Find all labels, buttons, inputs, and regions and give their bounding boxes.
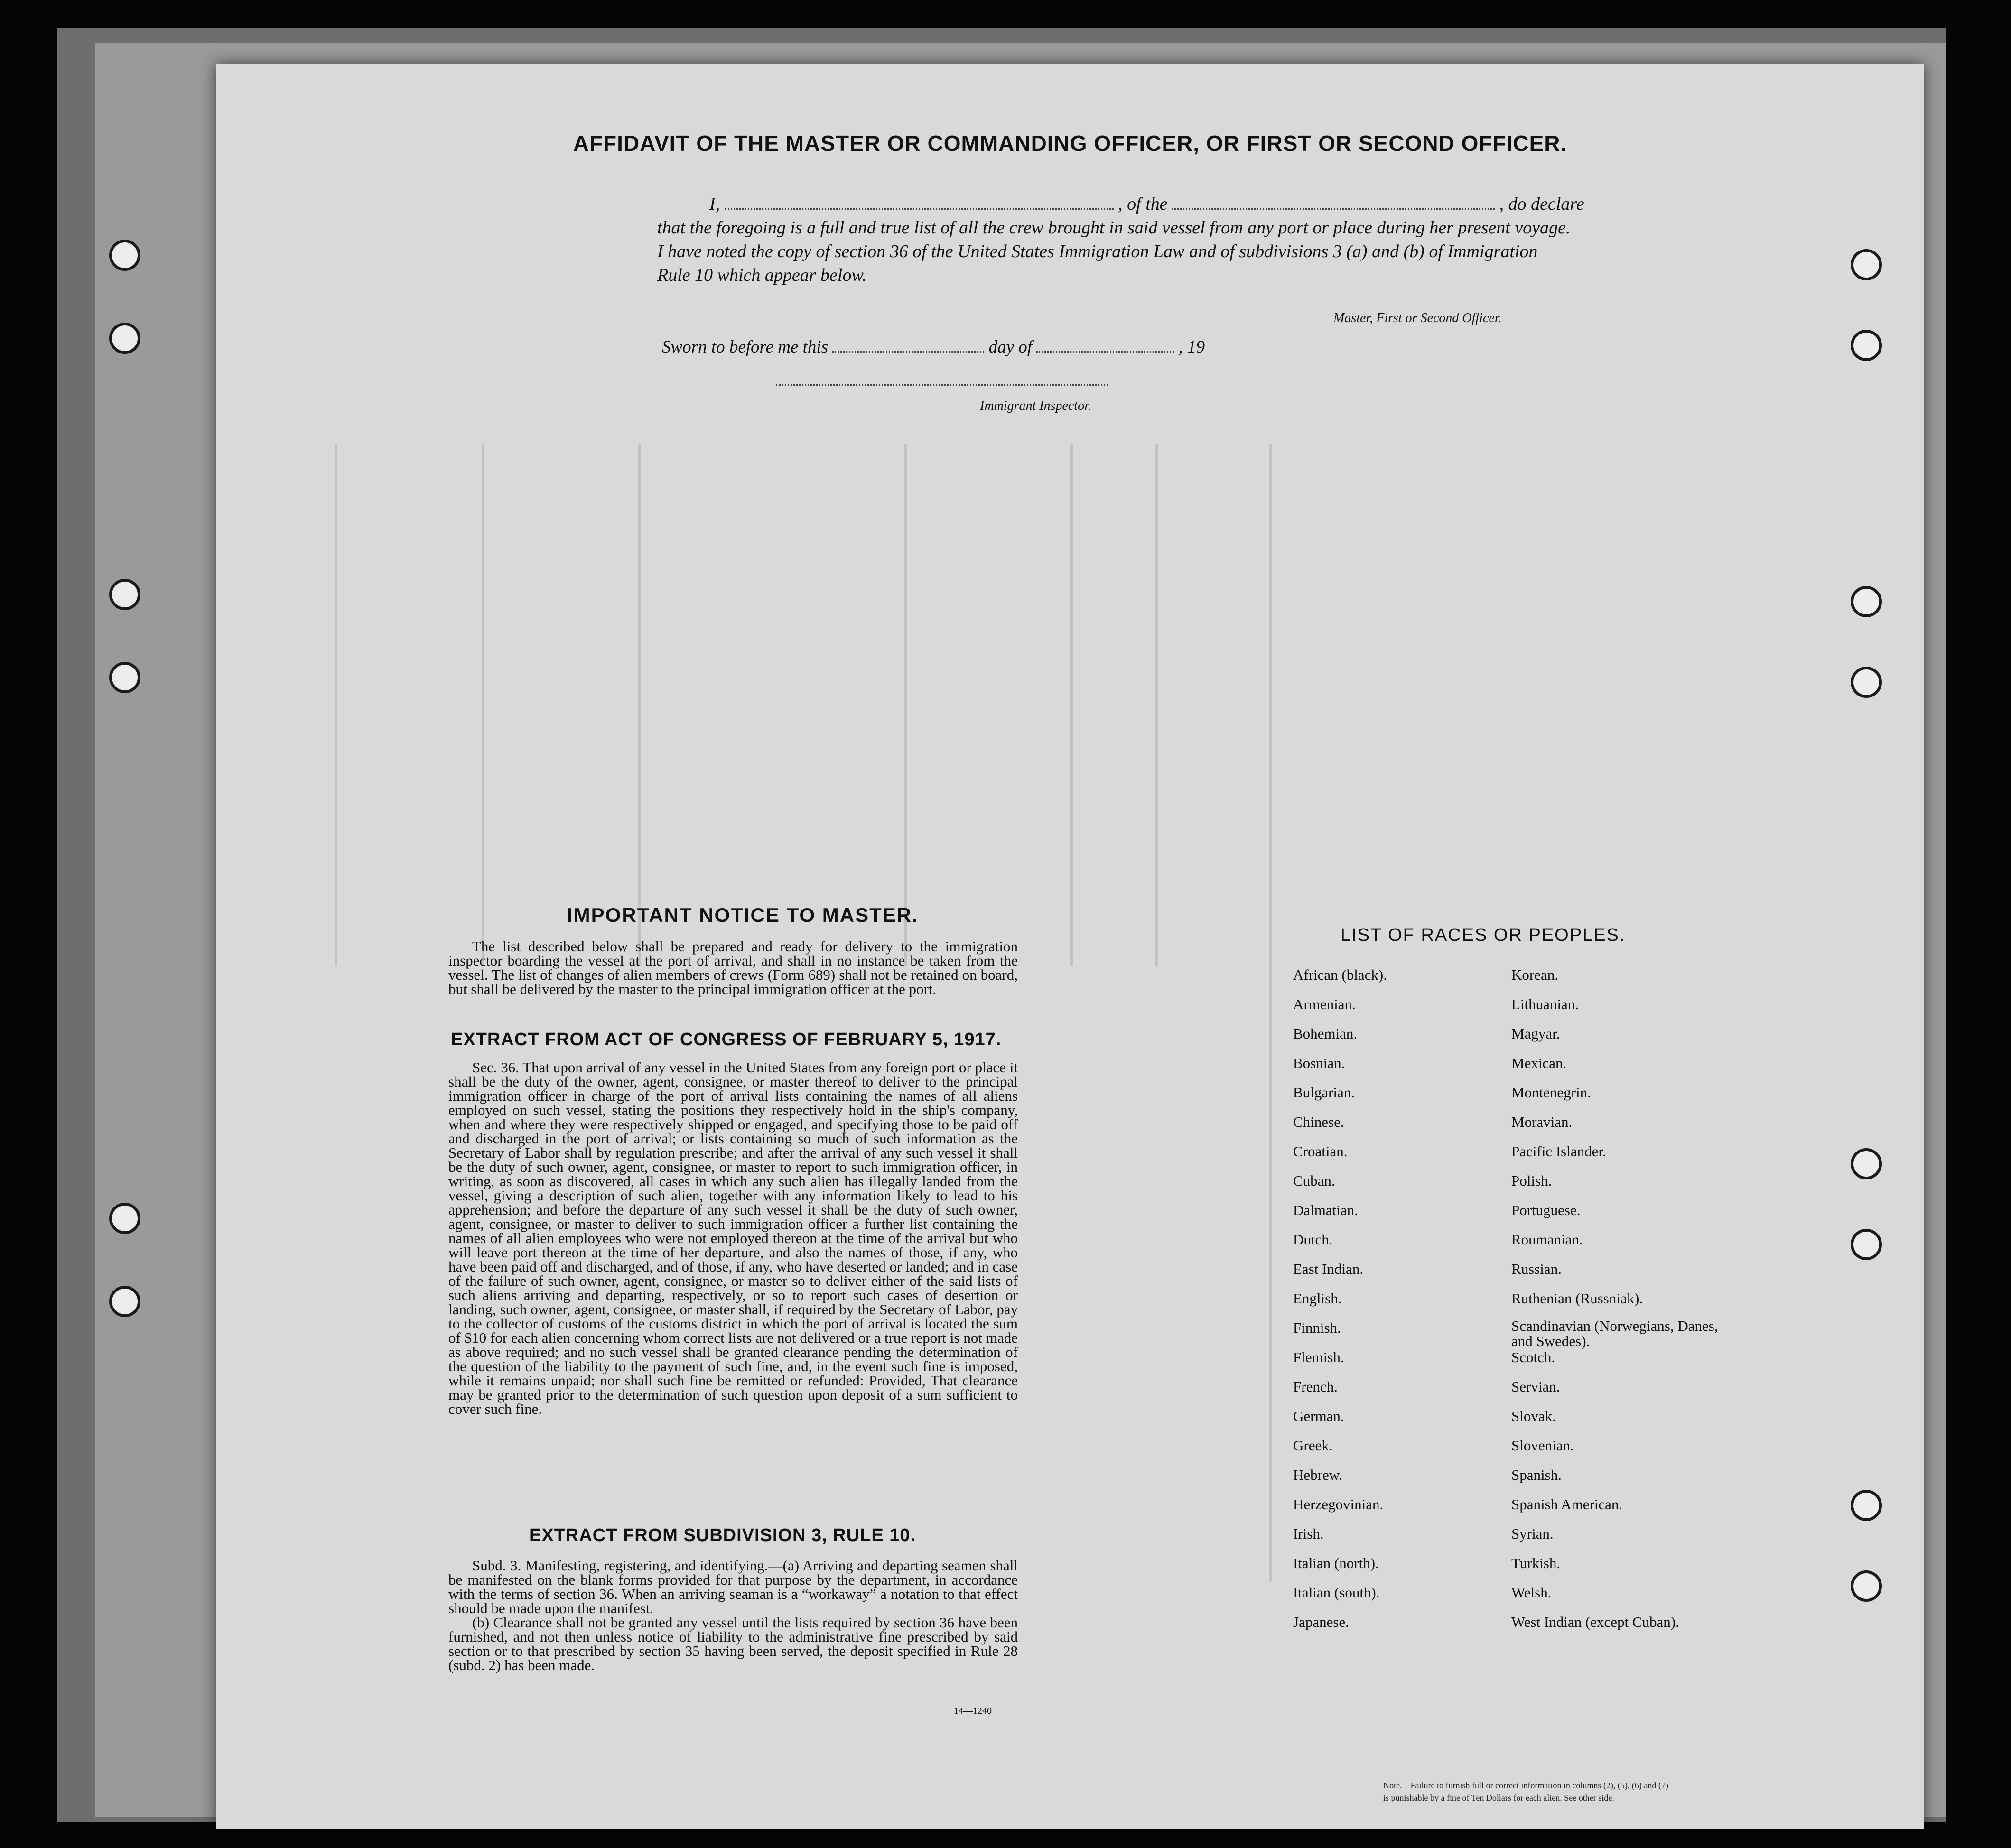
punch-hole [109,1203,140,1234]
race-item: Bosnian. [1293,1055,1345,1071]
race-item: Spanish American. [1511,1496,1623,1513]
declare-text: , do declare [1499,194,1584,214]
race-item: Welsh. [1511,1584,1552,1601]
rule-paragraph-a: Subd. 3. Manifesting, registering, and identifying.—(a) Arriving and departing seamen shall be manifested on the blank forms provided for that purpose by the department, in accordance with the terms of section 36. When an arriving seaman is a “workaway” a notation to that effect should be made upon the manifest. [448,1557,1018,1616]
race-item: Ruthenian (Russniak). [1511,1290,1643,1307]
race-item: Slovenian. [1511,1437,1574,1454]
race-item: Magyar. [1511,1025,1560,1042]
form-code: 14—1240 [954,1706,992,1716]
sworn-month-field[interactable] [1036,351,1174,353]
race-item: Polish. [1511,1172,1552,1189]
vessel-name-field[interactable] [1172,208,1495,210]
rule-heading: EXTRACT FROM SUBDIVISION 3, RULE 10. [529,1525,916,1545]
inspector-signature-line[interactable] [776,384,1108,386]
race-item: Moravian. [1511,1114,1573,1130]
footnote-line-1: Note.—Failure to furnish full or correct information in columns (2), (5), (6) and (7) [1383,1781,1668,1790]
race-item: German. [1293,1408,1344,1424]
race-item: Dalmatian. [1293,1202,1358,1218]
affidavit-line-1 [657,192,1606,216]
inspector-caption: Immigrant Inspector. [980,399,1091,413]
race-item: Russian. [1511,1261,1562,1277]
race-item: Chinese. [1293,1114,1344,1130]
race-item: Spanish. [1511,1467,1562,1483]
punch-hole [1851,1148,1882,1179]
race-item: Scandinavian (Norwegians, Danes, and Swedes). [1511,1318,1718,1349]
act-text [448,1060,1018,1416]
race-item: Cuban. [1293,1172,1335,1189]
bleed-through-rule [1269,444,1272,1582]
race-item: Roumanian. [1511,1231,1583,1248]
affidavit-line-2: that the foregoing is a full and true list of all the crew brought in said vessel from any port or place during her present voyage. [657,218,1571,238]
race-item: Lithuanian. [1511,996,1579,1012]
races-heading: LIST OF RACES OR PEOPLES. [1341,925,1626,945]
declarant-name-field[interactable] [725,208,1114,210]
notice-text [448,939,1018,996]
races-right-column [1511,966,1720,1642]
race-item: Irish. [1293,1525,1324,1542]
footnote [1383,1779,1668,1804]
race-item: Syrian. [1511,1525,1554,1542]
punch-hole [1851,586,1882,617]
punch-hole [1851,667,1882,698]
race-item: West Indian (except Cuban). [1511,1614,1679,1630]
signature-caption: Master, First or Second Officer. [1333,311,1502,325]
vessel-label: , of the [1118,194,1168,214]
race-item: French. [1293,1378,1338,1395]
race-item: Greek. [1293,1437,1333,1454]
race-item: Slovak. [1511,1408,1556,1424]
document-page [216,64,1924,1829]
rule-text [448,1559,1018,1672]
race-item: Italian (south). [1293,1584,1380,1601]
race-item: Hebrew. [1293,1467,1342,1483]
sworn-prefix: Sworn to before me this [662,337,829,357]
race-item: Scotch. [1511,1349,1555,1365]
race-item: Dutch. [1293,1231,1333,1248]
race-item: Portuguese. [1511,1202,1581,1218]
affidavit-line-3: I have noted the copy of section 36 of the United States Immigration Law and of subdivisions 3 (a) and (b) of Immigration [657,241,1538,261]
act-paragraph: Sec. 36. That upon arrival of any vessel in the United States from any foreign port or place it shall be the duty of the owner, agent, consignee, or master thereof to deliver to the principal immigration officer in charge of the port of arrival lists containing the names of all aliens employed on such vessel, stating the positions they respectively hold in the ship's company, when and where they were respectively shipped or engaged, and specifying those to be paid off and discharged in the port of arrival; or lists containing so much of such information as the Secretary of Labor shall by regulation prescribe; and after the arrival of any such vessel it shall be the duty of such owner, agent, consignee, or master to report to such immigration officer, in writing, as soon as discovered, all cases in which any such alien has illegally landed from the vessel, giving a description of such alien, together with any information likely to lead to his apprehension; and before the departure of any such vessel it shall be the duty of such owner, agent, consignee, or master to deliver to such immigration officer a further list containing the names of all alien employees who were not employed thereon at the time of the arrival but who will leave port thereon at the time of her departure, and also the names of those, if any, who have been paid off and discharged, and of those, if any, who have deserted or landed; and in case of the failure of such owner, agent, consignee, or master so to deliver either of the said lists of such aliens arriving and departing, respectively, or so to report such cases of desertion or landing, such owner, agent, consignee, or master shall, if required by the Secretary of Labor, pay to the collector of customs of the customs district in which the port of arrival is located the sum of $10 for each alien concerning whom correct lists are not delivered or a true report is not made as above required; and no such vessel shall be granted clearance pending the determination of the question of the liability to the payment of such fine, and, in the event such fine is imposed, while it remains unpaid; nor shall such fine be remitted or refunded: Provided, That clearance may be granted prior to the determination of such question upon deposit of a sum sufficient to cover such fine. [448,1059,1018,1417]
race-item: Bohemian. [1293,1025,1358,1042]
race-item: Pacific Islander. [1511,1143,1606,1160]
race-item: Flemish. [1293,1349,1344,1365]
race-item: Montenegrin. [1511,1084,1591,1101]
races-left-column [1293,966,1502,1642]
day-of-label: day of [988,337,1033,357]
race-item: Bulgarian. [1293,1084,1355,1101]
affidavit-title: AFFIDAVIT OF THE MASTER OR COMMANDING OFFICER, OR FIRST OR SECOND OFFICER. [573,131,1567,156]
year-label: , 19 [1178,337,1205,357]
notice-heading: IMPORTANT NOTICE TO MASTER. [567,904,919,926]
race-item: English. [1293,1290,1342,1307]
rule-paragraph-b: (b) Clearance shall not be granted any vessel until the lists required by section 36 have been furnished, and not then unless notice of liability to the administrative fine prescribed by said section or to that prescribed by section 35 having been served, the deposit specified in Rule 28 (subd. 2) has been made. [448,1614,1018,1673]
race-item: Herzegovinian. [1293,1496,1384,1513]
race-item: Finnish. [1293,1319,1341,1336]
punch-hole [1851,249,1882,280]
race-item: Japanese. [1293,1614,1349,1630]
punch-hole [1851,1570,1882,1602]
punch-hole [109,323,140,354]
footnote-line-2: is punishable by a fine of Ten Dollars for each alien. See other side. [1383,1793,1614,1802]
bleed-through-rule [335,444,337,966]
race-item: Croatian. [1293,1143,1348,1160]
bleed-through-rule [482,444,484,966]
affidavit-line-4: Rule 10 which appear below. [657,265,867,285]
punch-hole [109,662,140,693]
sworn-day-field[interactable] [832,351,984,353]
race-item: East Indian. [1293,1261,1364,1277]
punch-hole [1851,1490,1882,1521]
punch-hole [1851,330,1882,361]
race-item: Armenian. [1293,996,1356,1012]
race-item: Italian (north). [1293,1555,1379,1571]
affidavit-body [657,192,1606,287]
punch-hole [109,1286,140,1317]
race-item: African (black). [1293,966,1387,983]
race-item: Korean. [1511,966,1558,983]
declarant-label: I, [709,194,720,214]
bleed-through-rule [904,444,907,966]
race-item: Servian. [1511,1378,1560,1395]
notice-paragraph: The list described below shall be prepared and ready for delivery to the immigration inspector boarding the vessel at the port of arrival, and shall in no instance be taken from the vessel. The list of changes of alien members of crews (Form 689) shall not be retained on board, but shall be delivered by the master to the principal immigration officer at the port. [448,938,1018,997]
act-heading: EXTRACT FROM ACT OF CONGRESS OF FEBRUARY 5, 1917. [451,1030,1002,1049]
race-item: Mexican. [1511,1055,1567,1071]
bleed-through-rule [1070,444,1073,966]
bleed-through-rule [1155,444,1158,966]
punch-hole [1851,1229,1882,1260]
punch-hole [109,240,140,271]
punch-hole [109,579,140,610]
sworn-line [662,337,1205,357]
bleed-through-rule [638,444,641,966]
race-item: Turkish. [1511,1555,1561,1571]
